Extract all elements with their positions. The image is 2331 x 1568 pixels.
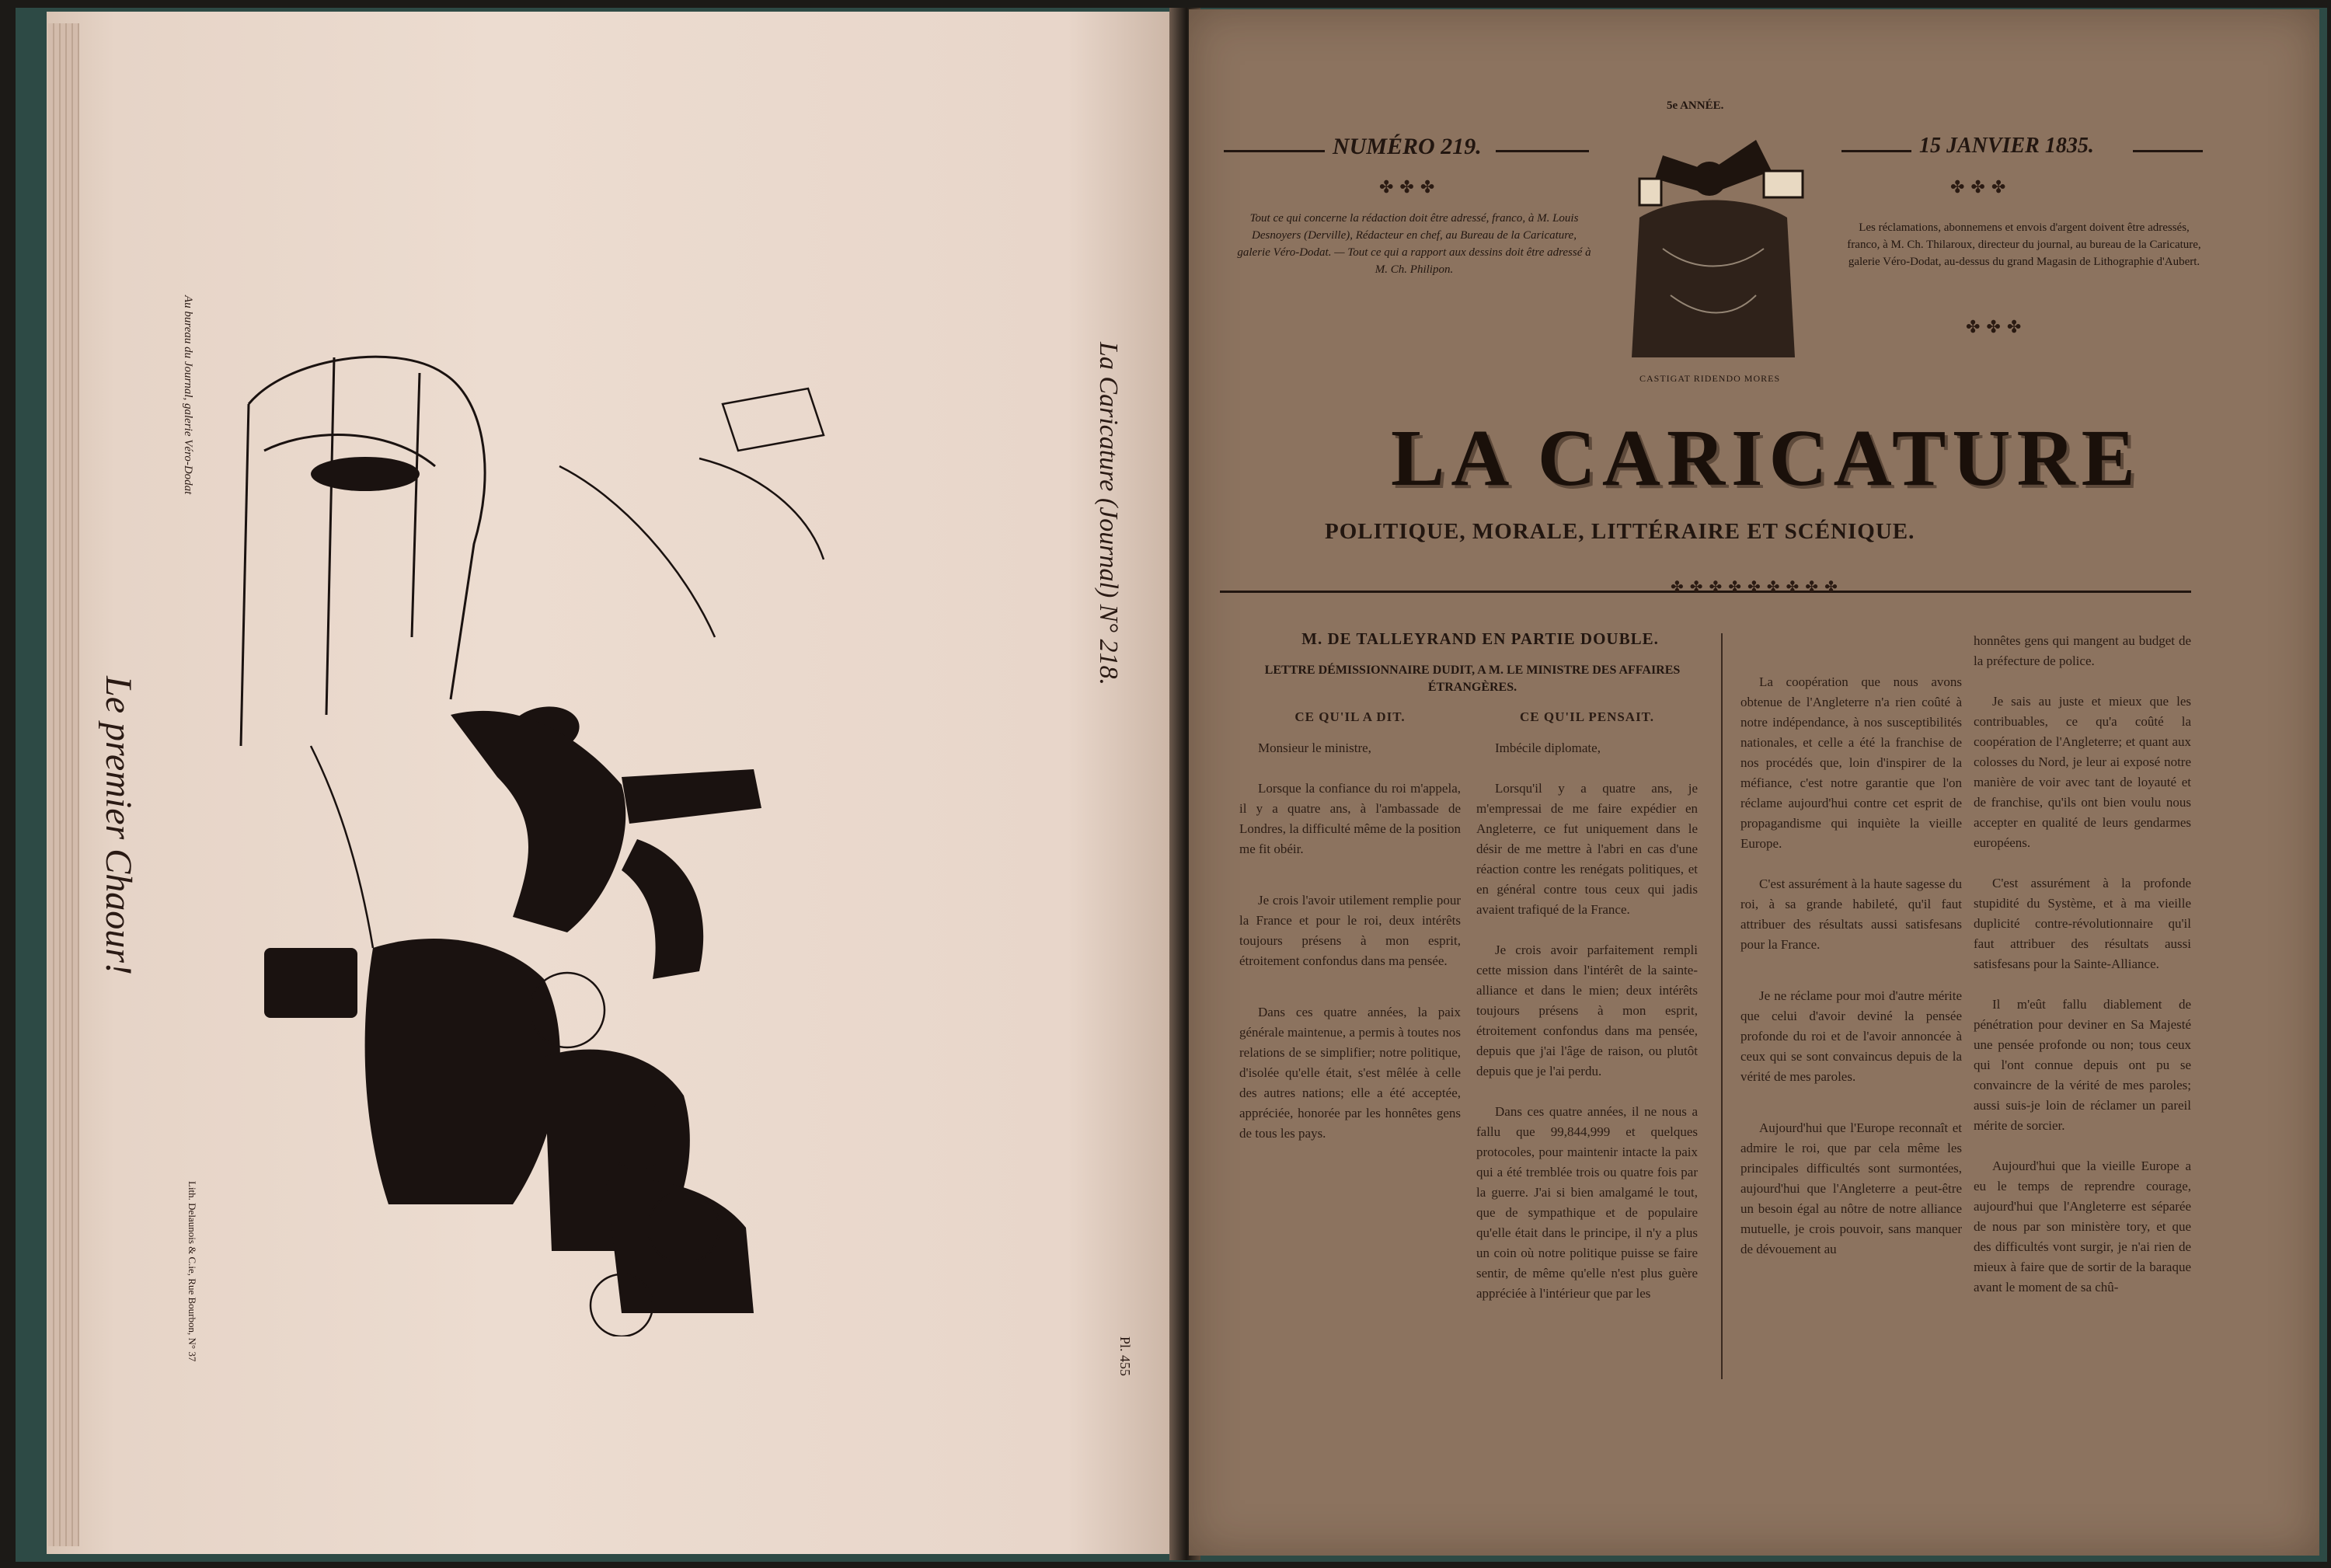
issue-date: 15 JANVIER 1835. <box>1919 134 2094 158</box>
caricature-illustration <box>218 311 963 1336</box>
column-divider <box>1721 633 1723 1379</box>
col2-para-1: Imbécile diplomate, <box>1495 740 1601 755</box>
plate-number: Pl. 455 <box>1117 1336 1133 1377</box>
col2-para-3: Je crois avoir parfaitement rempli cette mission dans l'intérêt de la sainte-alliance et dans le mien; deux intérêts toujours présens à mon esprit, étroitement confondus dans ma pensée, depuis que j'ai l'âge de raison, ou plutôt depuis que je l'ai perdu. <box>1476 943 1698 1078</box>
publisher-line: Au bureau du Journal, galerie Véro-Dodat <box>182 295 194 495</box>
series-title: La Caricature (Journal) N° 218. <box>1094 342 1123 686</box>
ornament-left: ✤✤✤ <box>1379 177 1441 197</box>
masthead-motto: CASTIGAT RIDENDO MORES <box>1639 373 1781 384</box>
col4-para-1: honnêtes gens qui mangent au budget de la préfecture de police. <box>1974 633 2191 668</box>
col4-para-5: Aujourd'hui que la vieille Europe a eu le temps de reprendre courage, aujourd'hui que l'Angleterre est séparée de nous par son ministère tory, et que des difficultés vont surgir, je n'ai rien de mieux à faire que de sortir de la baraque avant le moment de sa chû- <box>1974 1159 2191 1294</box>
col2-para-2: Lorsqu'il y a quatre ans, je m'empressai de me faire expédier en Angleterre, ce fut uniquement dans le désir de me mettre à l'abri en cas d'une réaction contre les renégats politiques, et en général contre tous ceux qui jadis avaient trafiqué de la France. <box>1476 781 1698 917</box>
col1-para-2: Lorsque la confiance du roi m'appela, il y a quatre ans, à l'ambassade de Londres, la difficulté même de la position me fit obéir. <box>1239 781 1461 856</box>
col4-para-3: C'est assurément à la profonde stupidité du Système, et à ma vieille duplicité contre-révolutionnaire qu'il faut attribuer des résultats aussi satisfesans pour la Sainte-Alliance. <box>1974 876 2191 971</box>
ornament-right: ✤✤✤ <box>1950 177 2012 197</box>
article-subheadline: LETTRE DÉMISSIONNAIRE DUDIT, A M. LE MINISTRE DES AFFAIRES ÉTRANGÈRES. <box>1264 664 1681 694</box>
article-column-2 <box>1476 707 1698 1324</box>
date-rule-left <box>1841 150 1911 152</box>
subscription-notice: Les réclamations, abonnemens et envois d'argent doivent être adressés, franco, à M. Ch. Thilaroux, directeur du journal, au bureau de la Caricature, galerie Véro-Dodat, au-dessus du grand Magasin de Lithographie d'Aubert. <box>1847 221 2201 268</box>
col1-para-1: Monsieur le ministre, <box>1258 740 1371 755</box>
date-rule-right <box>2133 150 2203 152</box>
newspaper-subtitle: POLITIQUE, MORALE, LITTÉRAIRE ET SCÉNIQUE. <box>1325 519 1915 544</box>
issue-number: NUMÉRO 219. <box>1333 134 1482 159</box>
lithographer-line: Lith. Delaunois & C.ie, Rue Bourbon, N° 37 <box>186 1181 198 1362</box>
col1-para-4: Dans ces quatre années, la paix générale maintenue, a permis à toutes nos relations de se simplifier; notre politique, d'isolée qu'elle était, s'est mêlée à celle des autres nations; elle a été acceptée, appréciée, honorée par les honnêtes gens de tous les pays. <box>1239 1005 1461 1141</box>
column-1-heading: CE QU'IL A DIT. <box>1294 709 1406 724</box>
page-stack-edges <box>48 23 79 1546</box>
col3-para-4: Aujourd'hui que l'Europe reconnaît et admire le roi, que par cela même les principales difficultés sont surmontées, aujourd'hui que l'Angleterre a peut-être un besoin égal au nôtre de notre alliance mutuelle, je crois pouvoir, sans manquer de dévouement au <box>1740 1120 1962 1256</box>
newspaper-title: LA CARICATURE <box>1391 413 2141 503</box>
col2-para-4: Dans ces quatre années, il ne nous a fallu que 99,844,999 et quelques protocoles, pour maintenir intacte la paix qui a été tremblée trois ou quatre fois par la guerre. J'ai si bien amalgamé le tout, que de sympathique et de populaire qu'elle était dans le principe, il n'y a plus un coin où notre politique puisse se faire sentir, de même qu'elle n'est plus guère appréciée à l'intérieur que par les <box>1476 1104 1698 1301</box>
article-column-1 <box>1239 707 1461 1164</box>
ornament-right-bottom: ✤✤✤ <box>1966 317 2028 336</box>
article-column-4 <box>1974 631 2191 1318</box>
issue-rule <box>1224 150 1325 152</box>
col4-para-2: Je sais au juste et mieux que les contribuables, ce qu'a coûté la coopération de l'Angleterre; et quant aux colosses du Nord, je leur ai exposé notre manière de voir avec tant de loyauté et de franchise, qu'ils ont bien voulu nous accepter en qualité de leurs gendarmes européens. <box>1974 694 2191 850</box>
col1-para-3: Je crois l'avoir utilement remplie pour la France et pour le roi, deux intérêts toujours présens à mon esprit, étroitement confondus dans ma pensée. <box>1239 893 1461 968</box>
col4-para-4: Il m'eût fallu diablement de pénétration pour deviner en Sa Majesté une pensée profonde ou non; tous ceux qui l'ont connue depuis ont pu se convaincre de la vérité de mes paroles; aussi suis-je loin de réclamer un pareil mérite de sorcier. <box>1974 997 2191 1133</box>
col3-para-1: La coopération que nous avons obtenue de l'Angleterre n'a rien coûté à notre indépendance, à nos susceptibilités nationales, et celle a été la franchise de nos procédés que, loin d'inspirer de la méfiance, c'est notre garantie que l'on réclame aujourd'hui contre cet esprit de propagandisme qui inquiète la vieille Europe. <box>1740 674 1962 851</box>
masthead-emblem <box>1616 124 1818 373</box>
column-2-heading: CE QU'IL PENSAIT. <box>1519 709 1655 724</box>
article-headline: M. DE TALLEYRAND EN PARTIE DOUBLE. <box>1301 629 1659 648</box>
col3-para-2: C'est assurément à la haute sagesse du roi, à sa grande habileté, qu'il faut attribuer des résultats aussi satisfesans pour la France. <box>1740 876 1962 952</box>
col3-para-3: Je ne réclame pour moi d'autre mérite que celui d'avoir deviné la pensée profonde du roi et de l'avoir annoncée à ceux qui se sont convaincus depuis de la vérité de mes paroles. <box>1740 988 1962 1084</box>
title-ornament: ✤✤✤✤✤✤✤✤✤ <box>1671 579 1844 596</box>
year-label: 5e ANNÉE. <box>1667 99 1724 112</box>
plate-caption: Le premier Chaour! <box>98 676 139 975</box>
editorial-notice: Tout ce qui concerne la rédaction doit être adressé, franco, à M. Louis Desnoyers (Derville), Rédacteur en chef, au Bureau de la Caricature, galerie Véro-Dodat. — Tout ce qui a rapport aux dessins doit être adressé à M. Ch. Philipon. <box>1237 212 1591 276</box>
issue-rule-right <box>1496 150 1589 152</box>
article-column-3 <box>1740 672 1962 1280</box>
